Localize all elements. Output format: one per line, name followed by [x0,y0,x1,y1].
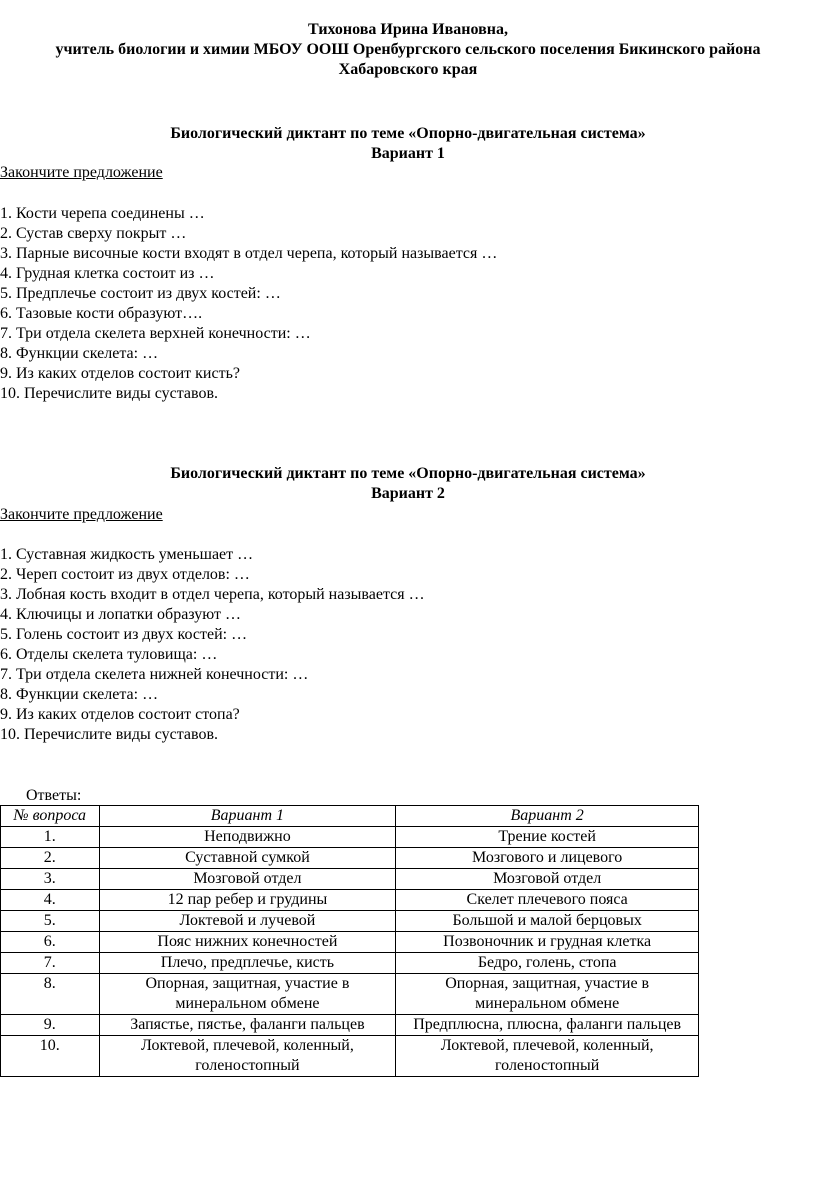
answers-table [0,805,699,1077]
question-item: 10. Перечислите виды суставов. [0,726,218,743]
table-row [1,932,699,953]
table-row [1,911,699,932]
table-row [1,869,699,890]
question-item: 2. Сустав сверху покрыт … [0,225,187,242]
cell-variant1: Запястье, пястье, фаланги пальцев [99,1015,396,1036]
question-item: 6. Тазовые кости образуют…. [0,305,203,322]
table-row [1,827,699,848]
cell-variant1: Мозговой отдел [99,869,396,890]
variant2-label: Вариант 2 [371,485,445,502]
variant1-questions [0,204,497,404]
cell-variant1: Локтевой и лучевой [99,911,396,932]
author-region: Хабаровского края [338,61,478,78]
cell-variant2: Бедро, голень, стопа [396,953,699,974]
cell-variant2: Позвоночник и грудная клетка [396,932,699,953]
question-item: 4. Грудная клетка состоит из … [0,265,215,282]
variant1-title: Биологический диктант по теме «Опорно-двигательная система» [170,125,646,142]
answers-label: Ответы: [26,787,82,804]
cell-number: 4. [1,890,100,911]
cell-number: 2. [1,848,100,869]
variant1-label: Вариант 1 [371,145,445,162]
cell-variant1: Опорная, защитная, участие в минеральном обмене [99,974,396,1015]
variant2-title: Биологический диктант по теме «Опорно-двигательная система» [170,465,646,482]
cell-variant1: Локтевой, плечевой, коленный, голеностопный [99,1036,396,1077]
variant2-questions [0,545,425,745]
cell-number: 9. [1,1015,100,1036]
question-item: 9. Из каких отделов состоит стопа? [0,706,240,723]
cell-variant1: Суставной сумкой [99,848,396,869]
cell-variant1: Пояс нижних конечностей [99,932,396,953]
variant2-title-block [0,464,816,504]
cell-variant1: Неподвижно [99,827,396,848]
cell-variant1: 12 пар ребер и грудины [99,890,396,911]
cell-number: 6. [1,932,100,953]
cell-number: 3. [1,869,100,890]
question-item: 2. Череп состоит из двух отделов: … [0,566,250,583]
author-header [0,20,816,80]
variant1-instruction: Закончите предложение [0,164,163,181]
table-row [1,848,699,869]
author-position: учитель биологии и химии МБОУ ООШ Оренбургского сельского поселения Бикинского района [55,41,761,58]
question-item: 1. Суставная жидкость уменьшает … [0,546,254,563]
cell-variant2: Опорная, защитная, участие в минеральном обмене [396,974,699,1015]
cell-variant1: Плечо, предплечье, кисть [99,953,396,974]
table-row [1,974,699,1015]
header-question-number: № вопроса [1,806,100,827]
header-variant1: Вариант 1 [99,806,396,827]
header-variant2: Вариант 2 [396,806,699,827]
table-row [1,890,699,911]
question-item: 9. Из каких отделов состоит кисть? [0,365,240,382]
question-item: 8. Функции скелета: … [0,686,159,703]
cell-number: 10. [1,1036,100,1077]
question-item: 7. Три отдела скелета нижней конечности: … [0,666,309,683]
question-item: 3. Парные височные кости входят в отдел черепа, который называется … [0,245,498,262]
cell-number: 8. [1,974,100,1015]
question-item: 5. Предплечье состоит из двух костей: … [0,285,281,302]
question-item: 3. Лобная кость входит в отдел черепа, который называется … [0,586,425,603]
variant1-title-block [0,124,816,164]
cell-number: 5. [1,911,100,932]
question-item: 8. Функции скелета: … [0,345,159,362]
cell-variant2: Скелет плечевого пояса [396,890,699,911]
cell-variant2: Локтевой, плечевой, коленный, голеностопный [396,1036,699,1077]
variant2-instruction: Закончите предложение [0,506,163,523]
cell-variant2: Большой и малой берцовых [396,911,699,932]
question-item: 10. Перечислите виды суставов. [0,385,218,402]
question-item: 5. Голень состоит из двух костей: … [0,626,248,643]
author-name: Тихонова Ирина Ивановна, [308,21,508,38]
cell-variant2: Предплюсна, плюсна, фаланги пальцев [396,1015,699,1036]
cell-number: 1. [1,827,100,848]
table-row [1,1036,699,1077]
cell-variant2: Трение костей [396,827,699,848]
cell-number: 7. [1,953,100,974]
table-row [1,953,699,974]
table-row [1,1015,699,1036]
question-item: 1. Кости черепа соединены … [0,205,205,222]
cell-variant2: Мозгового и лицевого [396,848,699,869]
table-header-row [1,806,699,827]
question-item: 4. Ключицы и лопатки образуют … [0,606,242,623]
question-item: 6. Отделы скелета туловища: … [0,646,218,663]
cell-variant2: Мозговой отдел [396,869,699,890]
question-item: 7. Три отдела скелета верхней конечности: … [0,325,311,342]
